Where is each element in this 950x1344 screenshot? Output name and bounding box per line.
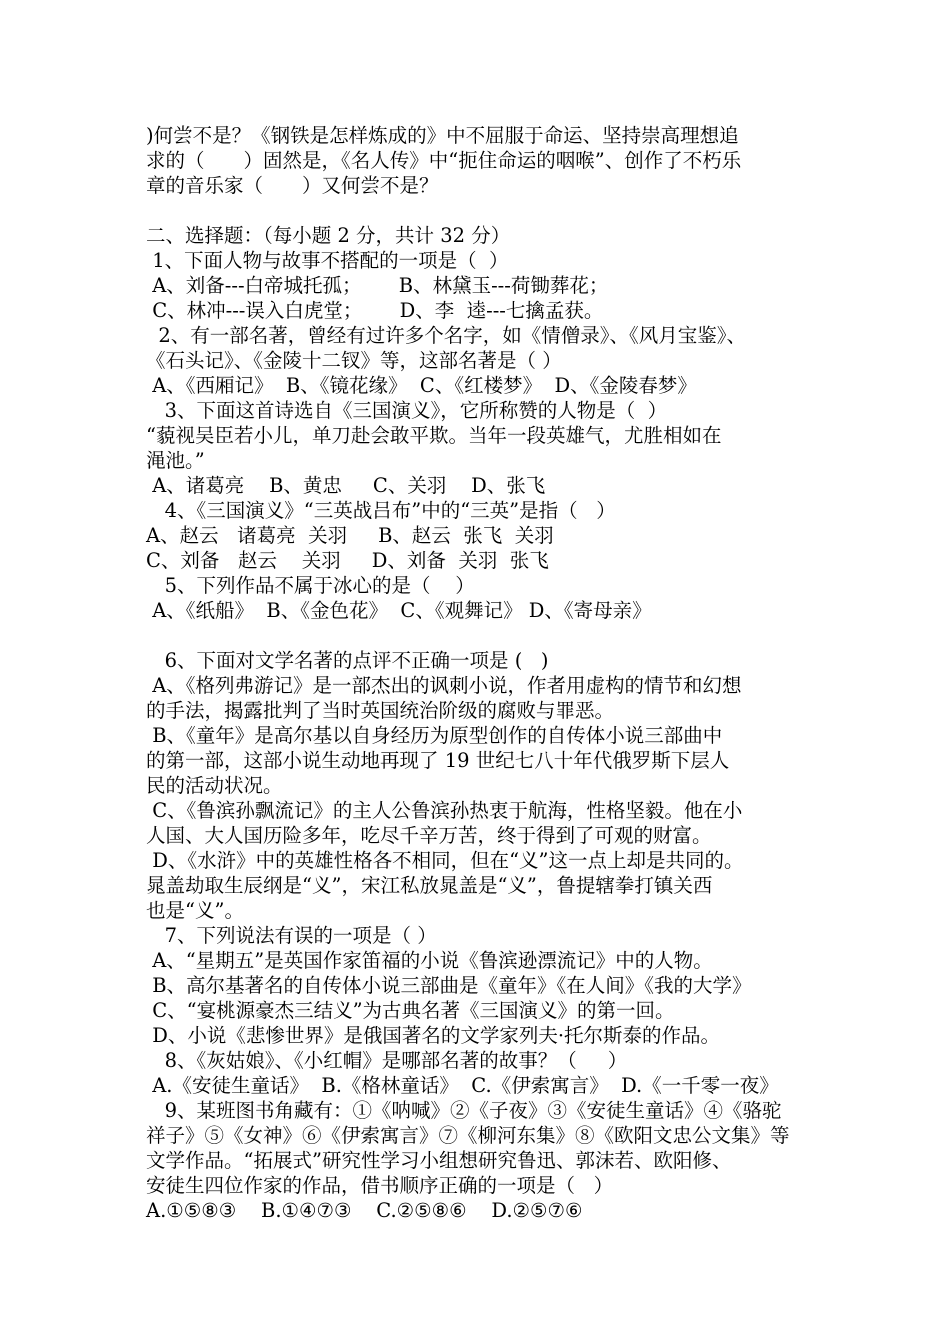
question-6-option-a: 的手法，揭露批判了当时英国统治阶级的腐败与罪恶。 <box>146 699 615 722</box>
text-line: )何尝不是？《钢铁是怎样炼成的》中不屈服于命运、坚持崇高理想追 <box>146 124 739 147</box>
question-4-options: A、赵云 诸葛亮 关羽 B、赵云 张飞 关羽 <box>146 524 554 547</box>
question-8-options: A.《安徒生童话》 B.《格林童话》 C.《伊索寓言》 D.《一千零一夜》 <box>146 1074 779 1097</box>
question-6-option-d: D、《水浒》中的英雄性格各不相同，但在“义”这一点上却是共同的。 <box>146 849 744 872</box>
question-5: 5、下列作品不属于冰心的是（ ） <box>146 574 475 597</box>
question-3-options: A、诸葛亮 B、黄忠 C、关羽 D、张飞 <box>146 474 546 497</box>
question-7: 7、下列说法有误的一项是（ ） <box>146 924 437 947</box>
question-3-poem: “藐视吴臣若小儿，单刀赴会敢平欺。当年一段英雄气，尤胜相如在 <box>146 424 722 447</box>
question-7-option-a: A、“星期五”是英国作家笛福的小说《鲁滨逊漂流记》中的人物。 <box>146 949 713 972</box>
question-1-options: C、林冲---误入白虎堂； D、李 逵---七擒孟获。 <box>146 299 604 322</box>
question-6-option-c: 人国、大人国历险多年，吃尽千辛万苦，终于得到了可观的财富。 <box>146 824 712 847</box>
question-6-option-d: 晁盖劫取生辰纲是“义”，宋江私放晁盖是“义”，鲁提辖拳打镇关西 <box>146 874 713 897</box>
question-2-options: A、《西厢记》 B、《镜花缘》 C、《红楼梦》 D、《金陵春梦》 <box>146 374 697 397</box>
section-heading: 二、选择题：（每小题 2 分，共计 32 分） <box>146 224 511 247</box>
question-4: 4、《三国演义》“三英战吕布”中的“三英”是指（ ） <box>146 499 616 522</box>
question-9-options: A.①⑤⑧③ B.①④⑦③ C.②⑤⑧⑥ D.②⑤⑦⑥ <box>146 1199 583 1222</box>
question-9: 安徒生四位作家的作品，借书顺序正确的一项是（ ） <box>146 1174 614 1197</box>
text-line: 章的音乐家（ ）又何尝不是？ <box>146 174 439 197</box>
question-2: 《石头记》、《金陵十二钗》等，这部名著是（ ） <box>146 349 562 372</box>
question-9: 文学作品。“拓展式”研究性学习小组想研究鲁迅、郭沫若、欧阳修、 <box>146 1149 732 1172</box>
question-8: 8、《灰姑娘》、《小红帽》是哪部名著的故事？（ ） <box>146 1049 628 1072</box>
question-9: 祥子》⑤《女神》⑥《伊索寓言》⑦《柳河东集》⑧《欧阳文忠公文集》等 <box>146 1124 790 1147</box>
question-7-option-c: C、“宴桃源豪杰三结义”为古典名著《三国演义》的第一回。 <box>146 999 675 1022</box>
blank-line <box>146 198 826 223</box>
question-9: 9、某班图书角藏有：①《呐喊》②《子夜》③《安徒生童话》④《骆驼 <box>146 1099 782 1122</box>
question-6-option-a: A、《格列弗游记》是一部杰出的讽刺小说，作者用虚构的情节和幻想 <box>146 674 742 697</box>
question-6-option-b: 的第一部，这部小说生动地再现了 19 世纪七八十年代俄罗斯下层人 <box>146 749 730 772</box>
question-6-option-c: C、《鲁滨孙飘流记》的主人公鲁滨孙热衷于航海，性格坚毅。他在小 <box>146 799 743 822</box>
question-4-options: C、刘备 赵云 关羽 D、刘备 关羽 张飞 <box>146 549 549 572</box>
question-6-option-d: 也是“义”。 <box>146 899 244 922</box>
question-1-options: A、刘备---白帝城托孤； B、林黛玉---荷锄葬花； <box>146 274 609 297</box>
question-5-options: A、《纸船》 B、《金色花》 C、《观舞记》 D、《寄母亲》 <box>146 599 652 622</box>
question-7-option-d: D、小说《悲惨世界》是俄国著名的文学家列夫·托尔斯泰的作品。 <box>146 1024 721 1047</box>
question-6-option-b: 民的活动状况。 <box>146 774 283 797</box>
text-line: 求的（ ）固然是，《名人传》中“扼住命运的咽喉”、创作了不朽乐 <box>146 149 742 172</box>
question-6: 6、下面对文学名著的点评不正确一项是 ( ) <box>146 649 549 672</box>
question-2: 2、有一部名著，曾经有过许多个名字，如《情僧录》、《风月宝鉴》、 <box>146 324 747 347</box>
question-3: 3、下面这首诗选自《三国演义》，它所称赞的人物是（ ） <box>146 399 668 422</box>
question-7-option-b: B、高尔基著名的自传体小说三部曲是《童年》《在人间》《我的大学》 <box>146 974 752 997</box>
document-page <box>146 123 826 1223</box>
blank-line <box>146 623 826 648</box>
question-6-option-b: B、《童年》是高尔基以自身经历为原型创作的自传体小说三部曲中 <box>146 724 723 747</box>
question-3-poem: 渑池。” <box>146 449 205 472</box>
question-1: 1、下面人物与故事不搭配的一项是（ ） <box>146 249 509 272</box>
